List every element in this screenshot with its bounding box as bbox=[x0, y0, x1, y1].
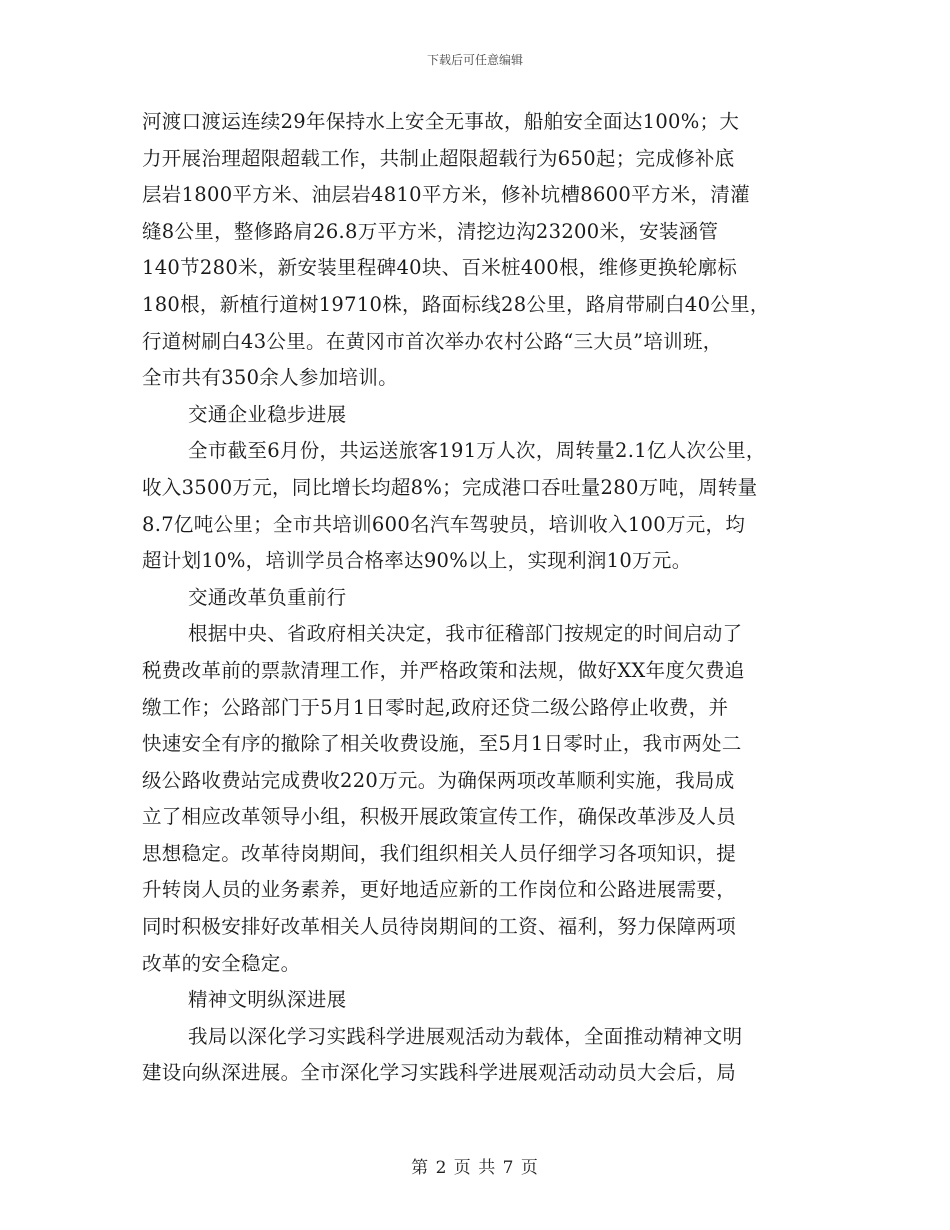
text-line: 同时积极安排好改革相关人员待岗期间的工资、福利，努力保障两项 bbox=[142, 915, 737, 939]
text-line: 级公路收费站完成费收220万元。为确保两项改革顺利实施，我局成 bbox=[142, 768, 735, 792]
page-header: 下载后可任意编辑 bbox=[426, 53, 523, 67]
text-line: 快速安全有序的撤除了相关收费设施，至5月1日零时止，我市两处二 bbox=[142, 732, 742, 756]
text-line: 思想稳定。改革待岗期间，我们组织相关人员仔细学习各项知识，提 bbox=[142, 841, 737, 865]
text-line: 升转岗人员的业务素养，更好地适应新的工作岗位和公路进展需要， bbox=[142, 878, 737, 902]
text-line: 收入3500万元，同比增长均超8%；完成港口吞吐量280万吨，周转量 bbox=[142, 475, 758, 499]
text-line: 缴工作；公路部门于5月1日零时起,政府还贷二级公路停止收费，并 bbox=[142, 695, 729, 719]
text-line: 8.7亿吨公里；全市共培训600名汽车驾驶员，培训收入100万元，均 bbox=[142, 512, 746, 536]
text-line: 交通企业稳步进展 bbox=[188, 402, 347, 426]
text-line: 改革的安全稳定。 bbox=[142, 951, 301, 975]
document-body bbox=[142, 104, 822, 1092]
text-line: 根据中央、省政府相关决定，我市征稽部门按规定的时间启动了 bbox=[188, 622, 743, 646]
text-line: 精神文明纵深进展 bbox=[188, 988, 347, 1012]
text-line: 河渡口渡运连续29年保持水上安全无事故，船舶安全面达100%；大 bbox=[142, 110, 740, 133]
text-line: 力开展治理超限超载工作，共制止超限超载行为650起；完成修补底 bbox=[142, 146, 735, 170]
page-footer: 第 2 页 共 7 页 bbox=[411, 1158, 539, 1178]
text-line: 立了相应改革领导小组，积极开展政策宣传工作，确保改革涉及人员 bbox=[142, 805, 737, 829]
text-line: 全市共有350余人参加培训。 bbox=[142, 366, 398, 390]
text-line: 税费改革前的票款清理工作，并严格政策和法规，做好XX年度欠费追 bbox=[142, 658, 745, 682]
text-line: 交通改革负重前行 bbox=[188, 585, 347, 609]
text-line: 缝8公里，整修路肩26.8万平方米，清挖边沟23200米，安装涵管 bbox=[142, 219, 719, 243]
text-line: 行道树刷白43公里。在黄冈市首次举办农村公路“三大员”培训班， bbox=[142, 329, 723, 353]
text-line: 全市截至6月份，共运送旅客191万人次，周转量2.1亿人次公里， bbox=[188, 439, 766, 463]
text-line: 140节280米，新安装里程碑40块、百米桩400根，维修更换轮廓标 bbox=[142, 256, 738, 280]
text-line: 我局以深化学习实践科学进展观活动为载体，全面推动精神文明 bbox=[188, 1024, 743, 1048]
text-line: 超计划10%，培训学员合格率达90%以上，实现利润10万元。 bbox=[142, 549, 692, 573]
text-line: 层岩1800平方米、油层岩4810平方米，修补坑槽8600平方米，清灌 bbox=[142, 183, 750, 207]
text-line: 建设向纵深进展。全市深化学习实践科学进展观活动动员大会后，局 bbox=[142, 1061, 737, 1085]
text-line: 180根，新植行道树19710株，路面标线28公里，路肩带刷白40公里， bbox=[142, 292, 770, 316]
